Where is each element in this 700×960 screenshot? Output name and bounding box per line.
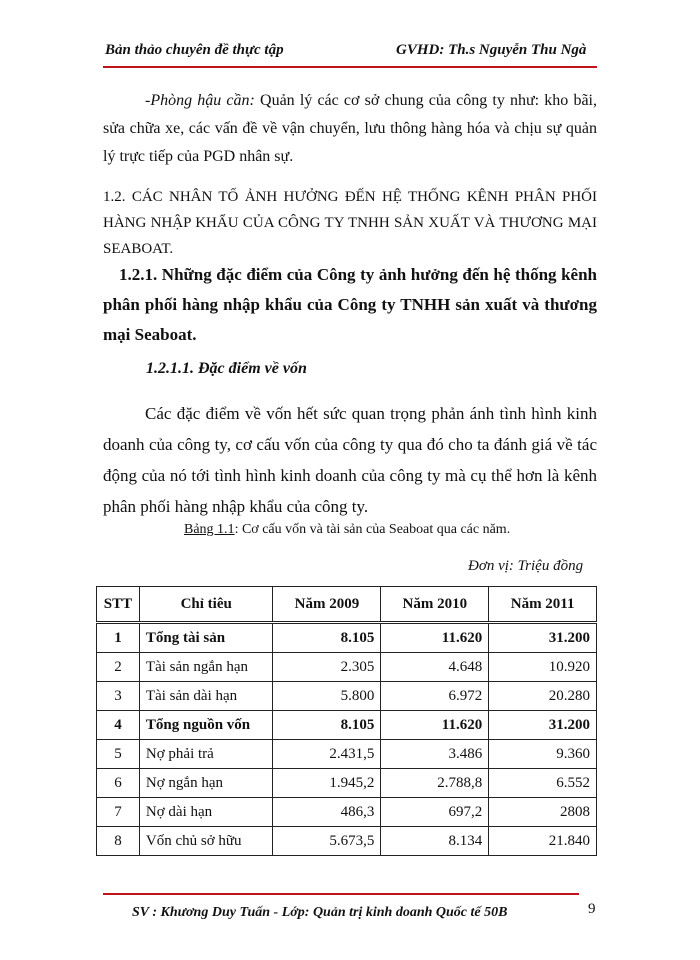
cell-2009: 5.673,5 bbox=[273, 827, 381, 856]
table-row bbox=[97, 653, 597, 682]
cell-2009: 8.105 bbox=[273, 623, 381, 653]
header-title: Bản thảo chuyên đề thực tập bbox=[105, 42, 284, 58]
cell-2010: 3.486 bbox=[381, 740, 489, 769]
page-number: 9 bbox=[588, 901, 596, 917]
cell-indicator: Tài sản dài hạn bbox=[139, 682, 273, 711]
cell-stt: 2 bbox=[97, 653, 140, 682]
cell-2011: 6.552 bbox=[489, 769, 597, 798]
cell-2011: 31.200 bbox=[489, 623, 597, 653]
table-row bbox=[97, 711, 597, 740]
cell-indicator: Nợ phải trả bbox=[139, 740, 273, 769]
cell-indicator: Nợ ngắn hạn bbox=[139, 769, 273, 798]
cell-2009: 5.800 bbox=[273, 682, 381, 711]
cell-2011: 21.840 bbox=[489, 827, 597, 856]
paragraph-lead: -Phòng hậu cần: bbox=[145, 92, 255, 109]
cell-stt: 5 bbox=[97, 740, 140, 769]
table-row bbox=[97, 769, 597, 798]
paragraph-logistics bbox=[103, 87, 597, 171]
table-row bbox=[97, 623, 597, 653]
cell-2010: 2.788,8 bbox=[381, 769, 489, 798]
cell-indicator: Nợ dài hạn bbox=[139, 798, 273, 827]
cell-2009: 8.105 bbox=[273, 711, 381, 740]
cell-2010: 697,2 bbox=[381, 798, 489, 827]
table-header-row bbox=[97, 587, 597, 623]
cell-indicator: Tổng nguồn vốn bbox=[139, 711, 273, 740]
table-row bbox=[97, 740, 597, 769]
cell-stt: 8 bbox=[97, 827, 140, 856]
cell-2011: 20.280 bbox=[489, 682, 597, 711]
table-caption-label: Bảng 1.1 bbox=[184, 522, 235, 537]
section-heading-1-2: 1.2. CÁC NHÂN TỐ ẢNH HƯỞNG ĐẾN HỆ THỐNG KÊNH PHÂN PHỐI HÀNG NHẬP KHẨU CỦA CÔNG TY TNHH SẢN XUẤT VÀ THƯƠNG MẠI SEABOAT. bbox=[103, 189, 597, 257]
header-2009: Năm 2009 bbox=[273, 587, 381, 623]
paragraph-capital: Các đặc điểm về vốn hết sức quan trọng phản ánh tình hình kinh doanh của công ty, cơ cấu vốn của công ty qua đó cho ta đánh giá về tác động của nó tới tình hình kinh doanh của công ty mà cụ thể hơn là kênh phân phối hàng nhập khẩu của công ty. bbox=[103, 404, 597, 516]
cell-2010: 6.972 bbox=[381, 682, 489, 711]
footer-rule bbox=[103, 893, 579, 895]
cell-2010: 8.134 bbox=[381, 827, 489, 856]
cell-2011: 9.360 bbox=[489, 740, 597, 769]
paragraph-body: Quản lý các cơ sở chung của công ty như: kho bãi, sửa chữa xe, các vấn đề về vận chuyển, lưu thông hàng hóa và chịu sự quản lý trực tiếp của PGD nhân sự. bbox=[103, 92, 597, 165]
footer-student: SV : Khương Duy Tuấn - Lớp: Quản trị kinh doanh Quốc tế 50B bbox=[132, 905, 508, 920]
cell-2009: 2.431,5 bbox=[273, 740, 381, 769]
header-supervisor: GVHD: Th.s Nguyễn Thu Ngà bbox=[396, 42, 587, 58]
cell-2009: 2.305 bbox=[273, 653, 381, 682]
header-indicator: Chỉ tiêu bbox=[139, 587, 273, 623]
table-row bbox=[97, 682, 597, 711]
cell-2011: 31.200 bbox=[489, 711, 597, 740]
table-row bbox=[97, 798, 597, 827]
cell-2011: 2808 bbox=[489, 798, 597, 827]
cell-stt: 6 bbox=[97, 769, 140, 798]
header-stt: STT bbox=[97, 587, 140, 623]
table-caption bbox=[184, 522, 510, 538]
table-unit: Đơn vị: Triệu đồng bbox=[468, 558, 584, 574]
cell-stt: 7 bbox=[97, 798, 140, 827]
cell-stt: 3 bbox=[97, 682, 140, 711]
cell-2010: 11.620 bbox=[381, 623, 489, 653]
cell-2009: 1.945,2 bbox=[273, 769, 381, 798]
header-rule bbox=[103, 66, 597, 68]
cell-2010: 11.620 bbox=[381, 711, 489, 740]
capital-table bbox=[96, 586, 597, 856]
cell-2009: 486,3 bbox=[273, 798, 381, 827]
cell-indicator: Tài sản ngắn hạn bbox=[139, 653, 273, 682]
cell-stt: 1 bbox=[97, 623, 140, 653]
header-2010: Năm 2010 bbox=[381, 587, 489, 623]
header-2011: Năm 2011 bbox=[489, 587, 597, 623]
section-heading-1-2-1: 1.2.1. Những đặc điểm của Công ty ảnh hưởng đến hệ thống kênh phân phối hàng nhập khẩu của Công ty TNHH sản xuất và thương mại Seaboat. bbox=[103, 265, 597, 344]
cell-indicator: Tổng tài sản bbox=[139, 623, 273, 653]
section-heading-1-2-1-1: 1.2.1.1. Đặc điểm về vốn bbox=[146, 360, 307, 377]
cell-stt: 4 bbox=[97, 711, 140, 740]
cell-indicator: Vốn chủ sở hữu bbox=[139, 827, 273, 856]
cell-2010: 4.648 bbox=[381, 653, 489, 682]
cell-2011: 10.920 bbox=[489, 653, 597, 682]
table-row bbox=[97, 827, 597, 856]
table-caption-text: : Cơ cấu vốn và tài sản của Seaboat qua các năm. bbox=[234, 522, 511, 537]
